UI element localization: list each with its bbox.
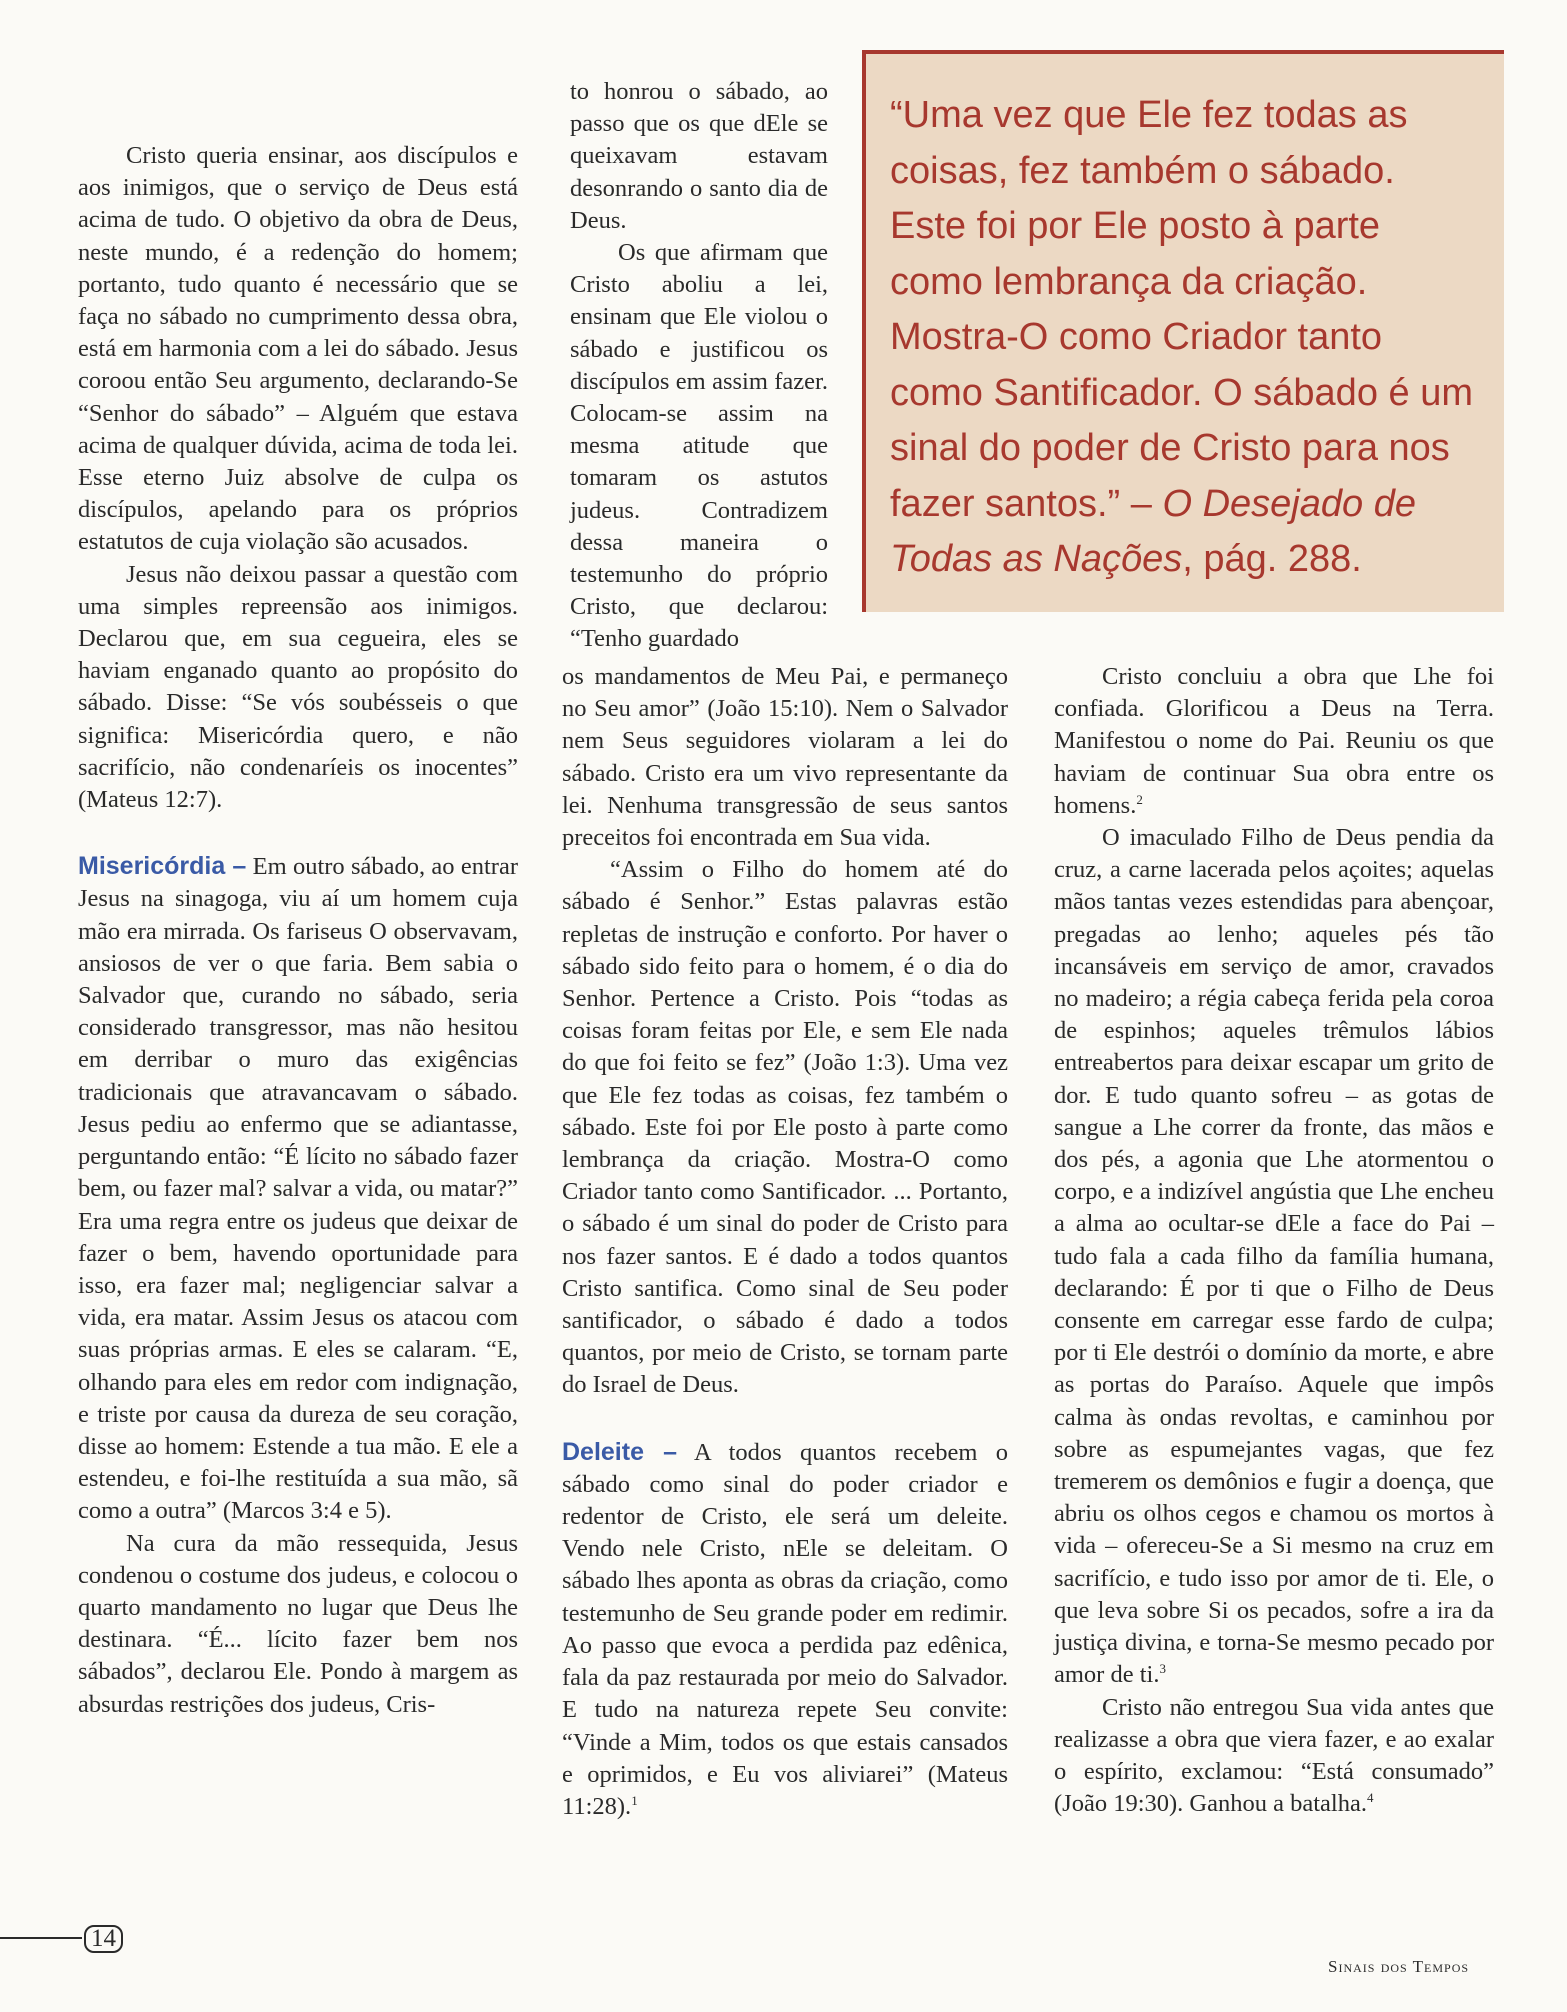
paragraph: Jesus não deixou passar a questão com uma simples repreensão aos inimigos. Declarou que, em sua cegueira, eles se haviam enganado quanto ao propósito do sábado. Disse: “Se vós soubésseis o que significa: Misericórdia quero, e não sacrifício, não condenaríeis os inocentes” (Mateus 12:7). [78, 560, 518, 814]
subheading-deleite: Deleite – [562, 1437, 678, 1466]
paragraph-text: O imaculado Filho de Deus pendia da cruz, a carne lacerada pelos açoites; aquelas mãos tantas vezes estendidas para abençoar, pregadas ao lenho; aqueles pés tão incansáveis em serviço de amor, cravados no madeiro; a régia cabeça ferida pela coroa de espinhos; aqueles trêmulos lábios entreabertos para deixar escapar um grito de dor. E tudo quanto sofreu – as gotas de sangue a Lhe correr da fronte, das mãos e dos pés, a agonia que Lhe atormentou o corpo, e a indizível angústia que Lhe encheu a alma ao ocultar-se dEle a face do Pai – tudo fala a cada filho da família humana, declarando: É por ti que o Filho de Deus consente em carregar esse fardo de culpa; por ti Ele destrói o domínio da morte, e abre as portas do Paraíso. Aquele que impôs calma às ondas revoltas, e caminhou por sobre as espumejantes vagas, que fez tremerem os demônios e fugir a doença, que abriu os olhos cegos e chamou os mortos à vida – ofereceu-Se a Si mesmo na cruz em sacrifício, e tudo isso por amor de ti. Ele, o que leva sobre Si os pecados, sofre a ira da justiça divina, e torna-Se mesmo pecado por amor de ti. [1054, 824, 1494, 1689]
quote-page: , pág. 288. [1182, 538, 1362, 580]
column-left [78, 140, 518, 1721]
footnote-ref: 3 [1159, 1661, 1166, 1677]
paragraph: to honrou o sábado, ao passo que os que dEle se queixavam estavam desonrando o santo dia de Deus. [570, 78, 828, 234]
paragraph: Os que afirmam que Cristo aboliu a lei, ensinam que Ele violou o sábado e justificou os discípulos em assim fazer. Colocam-se assim na mesma atitude que tomaram os astutos judeus. Contradizem dessa maneira o testemunho do próprio Cristo, que declarou: “Tenho guardado [570, 239, 828, 653]
footnote-ref: 1 [631, 1792, 638, 1808]
subheading-misericordia: Misericórdia – [78, 852, 247, 881]
paragraph-text: Cristo não entregou Sua vida antes que realizasse a obra que viera fazer, e ao exalar o espírito, exclamou: “Está consumado” (João 19:30). Ganhou a batalha. [1054, 1693, 1494, 1818]
paragraph [78, 850, 518, 1527]
paragraph-text: Cristo concluiu a obra que Lhe foi confiada. Glorificou a Deus na Terra. Manifestou o nome do Pai. Reuniu os que haviam de continuar Sua obra entre os homens. [1054, 663, 1494, 819]
paragraph [1054, 1692, 1494, 1821]
paragraph [562, 1436, 1008, 1823]
footer-rule [0, 1937, 82, 1939]
paragraph: Cristo queria ensinar, aos discípulos e aos inimigos, que o serviço de Deus está acima de tudo. O objetivo da obra de Deus, neste mundo, é a redenção do homem; portanto, tudo quanto é necessário que se faça no sábado no cumprimento dessa obra, está em harmonia com a lei do sábado. Jesus coroou então Seu argumento, declarando-Se “Senhor do sábado” – Alguém que estava acima de qualquer dúvida, acima de toda lei. Esse eterno Juiz absolve de culpa os discípulos, apelando para os próprios estatutos de cuja violação são acusados. [78, 142, 518, 556]
column-right [1054, 661, 1494, 1820]
footnote-ref: 4 [1366, 1789, 1374, 1805]
quote-source: O Desejado de Todas as Nações [890, 482, 1416, 580]
column-middle-bottom [562, 661, 1008, 1823]
column-middle-top [570, 76, 828, 656]
quote-text: “Uma vez que Ele fez todas as coisas, fez também o sábado. Este foi por Ele posto à parte como lembrança da criação. Mostra-O como Criador tanto como Santificador. O sábado é um sinal do poder de Cristo para nos fazer santos.” – [890, 94, 1473, 525]
paragraph: Na cura da mão ressequida, Jesus condenou o costume dos judeus, e colocou o quarto mandamento no lugar que Deus lhe destinara. “É... lícito fazer bem nos sábados”, declarou Ele. Pondo à margem as absurdas restrições dos judeus, Cris- [78, 1529, 518, 1718]
page-number: 14 [84, 1925, 123, 1953]
magazine-title: Sinais dos Tempos [1328, 1957, 1470, 1976]
paragraph: os mandamentos de Meu Pai, e permaneço no Seu amor” (João 15:10). Nem o Salvador nem Seus seguidores violaram a lei do sábado. Cristo era um vivo representante da lei. Nenhuma transgressão de seus santos preceitos foi encontrada em Sua vida. [562, 663, 1008, 852]
paragraph-text: A todos quantos recebem o sábado como sinal do poder criador e redentor de Cristo, ele será um deleite. Vendo nele Cristo, nEle se deleitam. O sábado lhes aponta as obras da criação, como testemunho de Seu grande poder em redimir. Ao passo que evoca a perdida paz edênica, fala da paz restaurada por meio do Salvador. E tudo na natureza repete Seu convite: “Vinde a Mim, todos os que estais cansados e oprimidos, e Eu vos aliviarei” (Mateus 11:28). [562, 1438, 1008, 1820]
pull-quote [862, 50, 1504, 612]
paragraph [1054, 661, 1494, 822]
paragraph [1054, 822, 1494, 1691]
paragraph-text: Em outro sábado, ao entrar Jesus na sinagoga, viu aí um homem cuja mão era mirrada. Os fariseus O observavam, ansiosos de ver o que faria. Bem sabia o Salvador que, curando no sábado, seria considerado transgressor, mas não hesitou em derribar o muro das exigências tradicionais que atravancavam o sábado. Jesus pediu ao enfermo que se adiantasse, perguntando então: “É lícito no sábado fazer bem, ou fazer mal? salvar a vida, ou matar?” Era uma regra entre os judeus que deixar de fazer o bem, havendo oportunidade para isso, era fazer mal; negligenciar salvar a vida, era matar. Assim Jesus os atacou com suas próprias armas. E eles se calaram. “E, olhando para eles em redor com indignação, e triste por causa da dureza de seu coração, disse ao homem: Estende a tua mão. E ele a estendeu, e foi-lhe restituída a sua mão, sã como a outra” (Marcos 3:4 e 5). [78, 853, 518, 1525]
footnote-ref: 2 [1136, 791, 1143, 807]
paragraph: “Assim o Filho do homem até do sábado é Senhor.” Estas palavras estão repletas de instrução e conforto. Por haver o sábado sido feito para o homem, é o dia do Senhor. Pertence a Cristo. Pois “todas as coisas foram feitas por Ele, e sem Ele nada do que foi feito se fez” (João 1:3). Uma vez que Ele fez todas as coisas, fez também o sábado. Este foi por Ele posto à parte como lembrança da criação. Mostra-O como Criador tanto como Santificador. ... Portanto, o sábado é um sinal do poder de Cristo para nos fazer santos. E é dado a todos quantos Cristo santifica. Como sinal de Seu poder santificador, o sábado é dado a todos quantos, por meio de Cristo, se tornam parte do Israel de Deus. [562, 856, 1008, 1399]
